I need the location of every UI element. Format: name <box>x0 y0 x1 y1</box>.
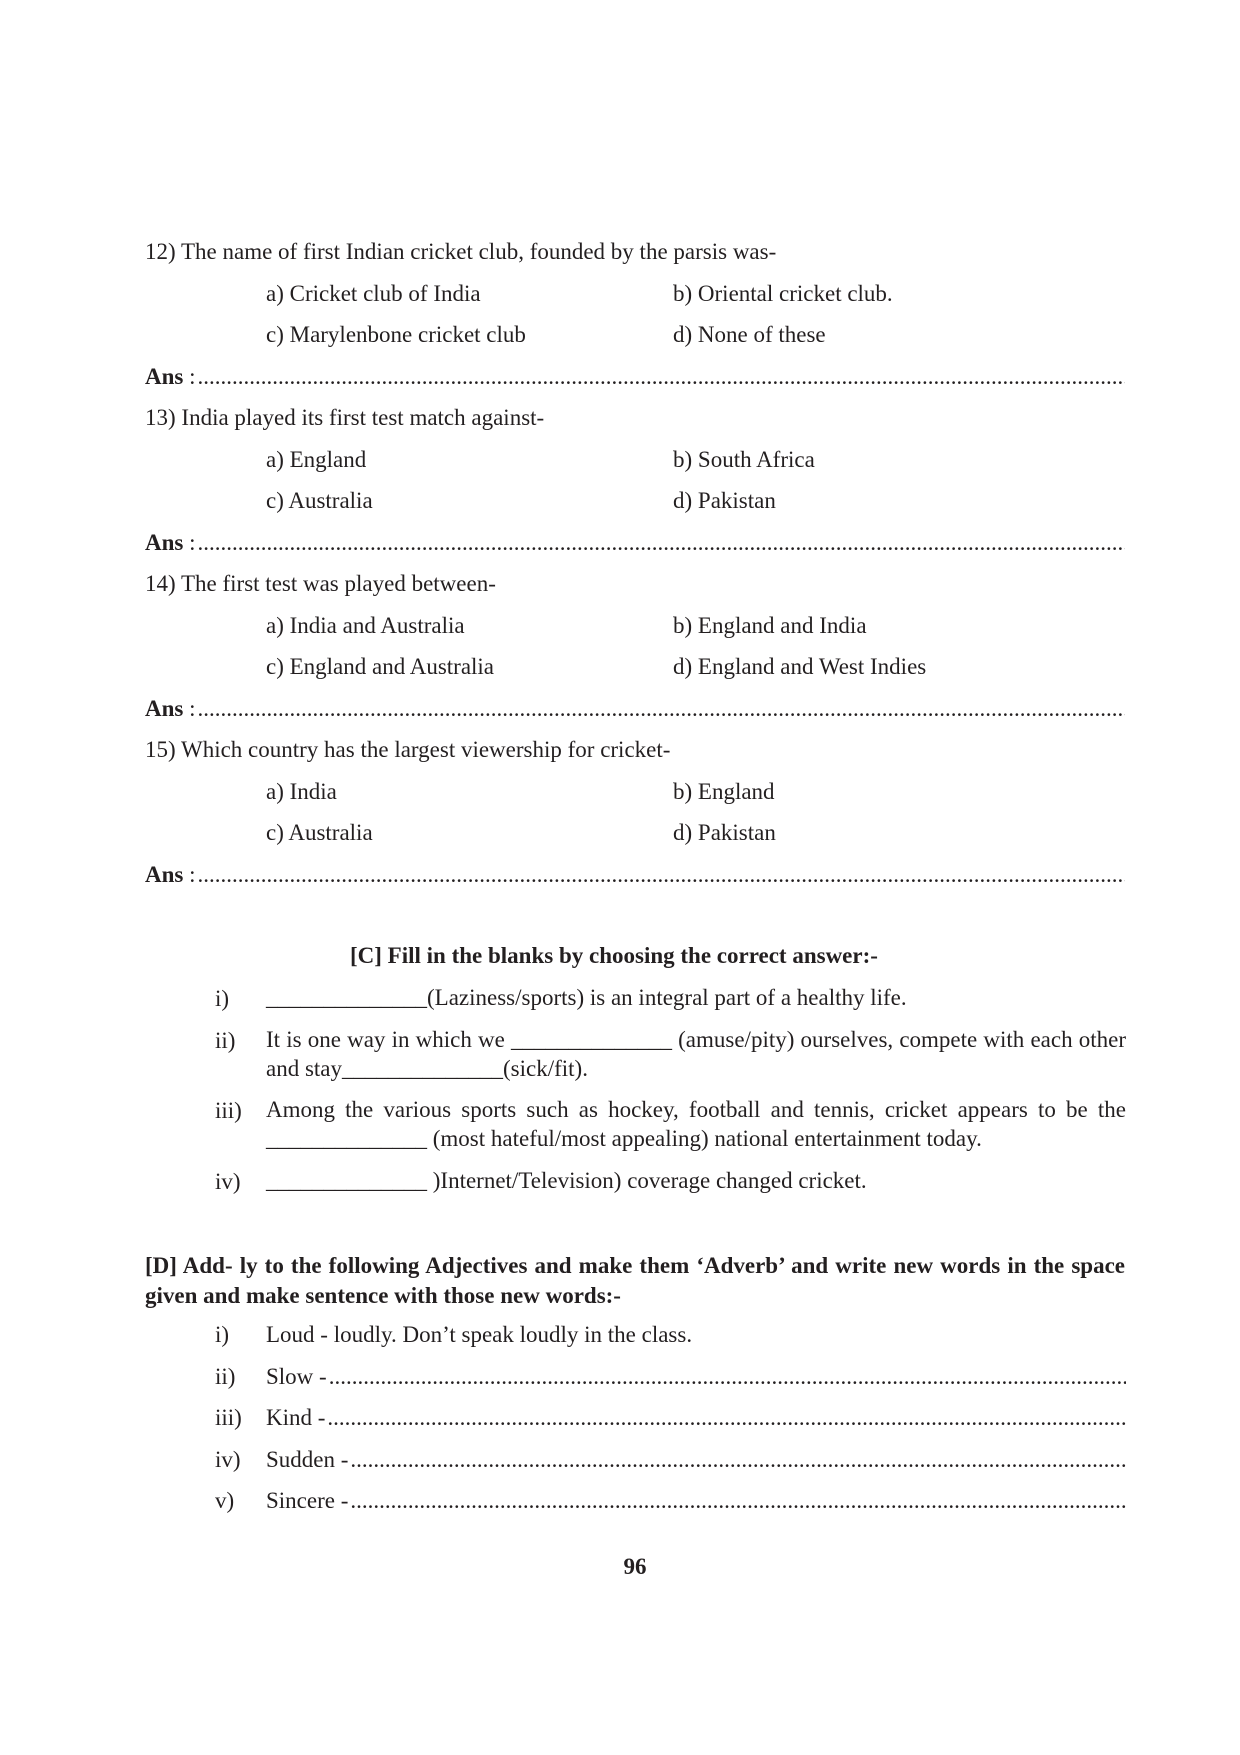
ans-separator: : <box>189 365 196 388</box>
adverb-item-number: iii) <box>215 1405 242 1430</box>
adverb-item-number: i) <box>215 1322 230 1347</box>
option-15-d: d) Pakistan <box>673 820 776 845</box>
page-number: 96 <box>623 1554 647 1579</box>
adverb-line-sincere[interactable] <box>266 1489 1126 1512</box>
adverb-line-slow[interactable] <box>266 1365 1126 1388</box>
option-15-c: c) Australia <box>266 820 373 845</box>
answer-line-15[interactable] <box>145 863 1125 886</box>
answer-line-13[interactable] <box>145 531 1125 554</box>
adverb-line-sudden[interactable] <box>266 1448 1126 1471</box>
option-13-c: c) Australia <box>266 488 373 513</box>
option-14-b: b) England and India <box>673 613 867 638</box>
question-13: 13) India played its first test match against- <box>145 405 545 430</box>
adverb-word: Sudden - <box>266 1448 349 1471</box>
ans-label: Ans <box>145 863 184 886</box>
fill-item: Among the various sports such as hockey, football and tennis, cricket appears to be the ______________ (most hateful/most appealing) national entertainment today. <box>266 1097 1126 1151</box>
adverb-word: Sincere - <box>266 1489 349 1512</box>
option-15-b: b) England <box>673 779 775 804</box>
fill-item: It is one way in which we ______________ (amuse/pity) ourselves, compete with each other and stay______________(sick/fit). <box>266 1027 1126 1081</box>
answer-dots <box>198 863 1126 886</box>
adverb-item-number: iv) <box>215 1447 241 1472</box>
fill-item-number: ii) <box>215 1028 236 1053</box>
adverb-example: Loud - loudly. Don’t speak loudly in the class. <box>266 1322 693 1347</box>
section-c-heading: [C] Fill in the blanks by choosing the correct answer:- <box>350 943 878 968</box>
fill-item-number: iii) <box>215 1098 242 1123</box>
option-12-a: a) Cricket club of India <box>266 281 481 306</box>
option-14-a: a) India and Australia <box>266 613 465 638</box>
option-14-c: c) England and Australia <box>266 654 495 679</box>
fill-item: ______________(Laziness/sports) is an integral part of a healthy life. <box>266 985 907 1010</box>
answer-dots <box>350 1489 1126 1512</box>
adverb-line-kind[interactable] <box>266 1406 1126 1429</box>
ans-label: Ans <box>145 697 184 720</box>
section-d-heading: [D] Add- ly to the following Adjectives and make them ‘Adverb’ and write new words in the space given and make sentence with those new words:- <box>145 1253 1125 1308</box>
option-12-c: c) Marylenbone cricket club <box>266 322 526 347</box>
answer-dots <box>329 1365 1126 1388</box>
adverb-item-number: ii) <box>215 1364 236 1389</box>
ans-separator: : <box>189 531 196 554</box>
option-14-d: d) England and West Indies <box>673 654 927 679</box>
ans-label: Ans <box>145 365 184 388</box>
answer-dots <box>198 365 1126 388</box>
question-14: 14) The first test was played between- <box>145 571 496 596</box>
adverb-word: Slow - <box>266 1365 327 1388</box>
question-12: 12) The name of first Indian cricket club, founded by the parsis was- <box>145 239 777 264</box>
option-13-b: b) South Africa <box>673 447 815 472</box>
option-13-a: a) England <box>266 447 367 472</box>
ans-separator: : <box>189 697 196 720</box>
ans-label: Ans <box>145 531 184 554</box>
answer-line-14[interactable] <box>145 697 1125 720</box>
answer-line-12[interactable] <box>145 365 1125 388</box>
fill-item-number: iv) <box>215 1169 241 1194</box>
option-12-d: d) None of these <box>673 322 826 347</box>
option-15-a: a) India <box>266 779 337 804</box>
option-13-d: d) Pakistan <box>673 488 776 513</box>
fill-item-number: i) <box>215 986 230 1011</box>
ans-separator: : <box>189 863 196 886</box>
answer-dots <box>350 1448 1126 1471</box>
question-15: 15) Which country has the largest viewership for cricket- <box>145 737 671 762</box>
adverb-item-number: v) <box>215 1488 235 1513</box>
option-12-b: b) Oriental cricket club. <box>673 281 893 306</box>
answer-dots <box>327 1406 1126 1429</box>
answer-dots <box>198 531 1126 554</box>
adverb-word: Kind - <box>266 1406 326 1429</box>
fill-item: ______________ )Internet/Television) coverage changed cricket. <box>266 1168 867 1193</box>
answer-dots <box>198 697 1126 720</box>
